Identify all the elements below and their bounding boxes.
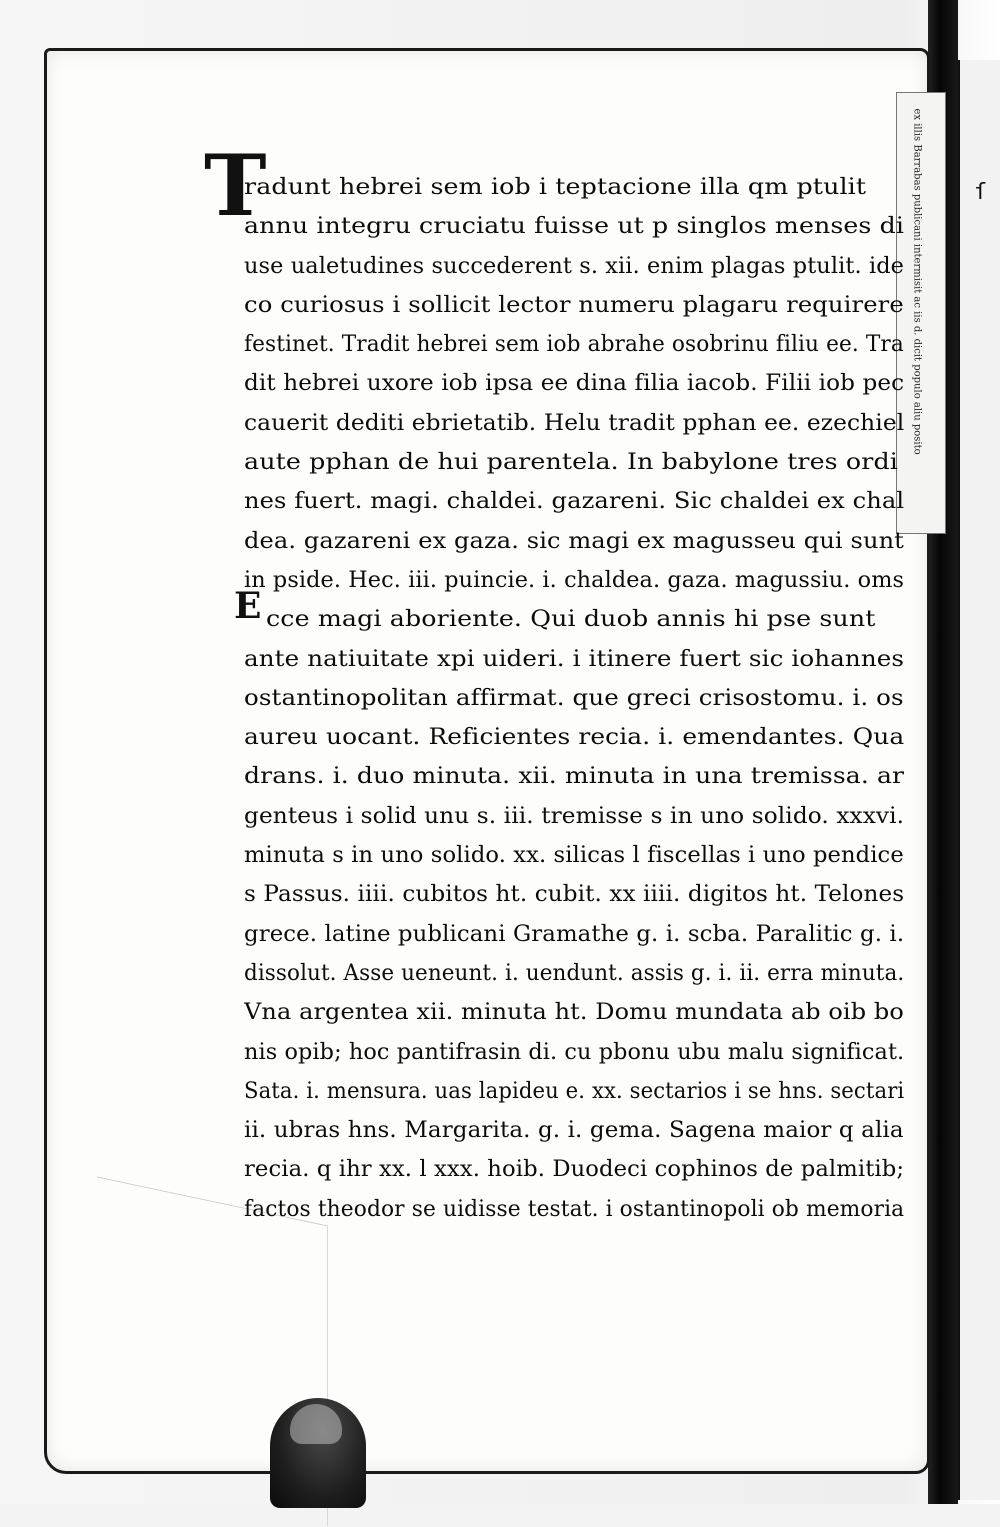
slip-text: ex illis Barrabas publicani intermisit ac iis d. dicit populo aliu posito	[911, 108, 923, 455]
text-line: dissolut. Asse ueneunt. i. uendunt. assis g. i. ii. erra minuta.	[244, 960, 905, 986]
text-line: dit hebrei uxore iob ipsa ee dina filia iacob. Filii iob pec	[244, 371, 905, 397]
text-line: grece. latine publicani Gramathe g. i. scba. Paralitic g. i.	[244, 921, 905, 947]
manuscript-text-block	[244, 168, 909, 1229]
text-line: ii. ubras hns. Margarita. g. i. gema. Sagena maior q alia	[244, 1118, 904, 1144]
text-line: radunt hebrei sem iob i teptacione illa qm ptulit	[244, 175, 867, 200]
text-line: annu integru cruciatu fuisse ut p singlos menses di	[244, 214, 905, 240]
text-line: aute pphan de hui parentela. In babylone tres ordi	[244, 450, 898, 476]
decorated-initial-e: E	[234, 585, 262, 627]
text-line: Sata. i. mensura. uas lapideu e. xx. sectarios i se hns. sectari	[244, 1078, 905, 1104]
text-line: co curiosus i sollicit lector numeru plagaru requirere	[244, 292, 904, 318]
text-line: nis opib; hoc pantifrasin di. cu pbonu ubu malu significat.	[244, 1039, 905, 1065]
text-line: ante natiuitate xpi uideri. i itinere fuert sic iohannes	[244, 646, 905, 672]
adjacent-leaf-mark: ſ	[974, 180, 988, 205]
text-line: drans. i. duo minuta. xii. minuta in una tremissa. ar	[244, 764, 905, 790]
adjacent-leaf-edge	[958, 60, 1000, 1500]
text-line: dea. gazareni ex gaza. sic magi ex magusseu qui sunt	[244, 528, 904, 554]
text-line: ostantinopolitan affirmat. que greci crisostomu. i. os	[244, 685, 904, 711]
text-line: minuta s in uno solido. xx. silicas l fiscellas i uno pendice	[244, 843, 904, 869]
text-line: in pside. Hec. iii. puincie. i. chaldea. gaza. magussiu. oms	[244, 567, 905, 593]
decorated-initial-t: T	[204, 136, 267, 235]
text-line: Vna argentea xii. minuta ht. Domu mundata ab oib bo	[244, 1000, 904, 1026]
text-line: genteus i solid unu s. iii. tremisse s in uno solido. xxxvi.	[244, 803, 905, 829]
text-line: cauerit dediti ebrietatib. Helu tradit pphan ee. ezechiel	[244, 410, 905, 436]
text-line: s Passus. iiii. cubitos ht. cubit. xx iiii. digitos ht. Telones	[244, 882, 905, 908]
text-line: aureu uocant. Reficientes recia. i. emendantes. Qua	[244, 725, 905, 751]
text-line: cce magi aboriente. Qui duob annis hi pse sunt	[266, 607, 876, 633]
text-line: nes fuert. magi. chaldei. gazareni. Sic chaldei ex chal	[244, 489, 905, 515]
text-line: use ualetudines succederent s. xii. enim plagas ptulit. ide	[244, 253, 905, 279]
text-line: festinet. Tradit hebrei sem iob abrahe osobrinu filiu ee. Tra	[244, 332, 904, 358]
text-line: factos theodor se uidisse testat. i ostantinopoli ob memoria	[244, 1196, 905, 1222]
text-line: recia. q ihr xx. l xxx. hoib. Duodeci cophinos de palmitib;	[244, 1157, 905, 1183]
